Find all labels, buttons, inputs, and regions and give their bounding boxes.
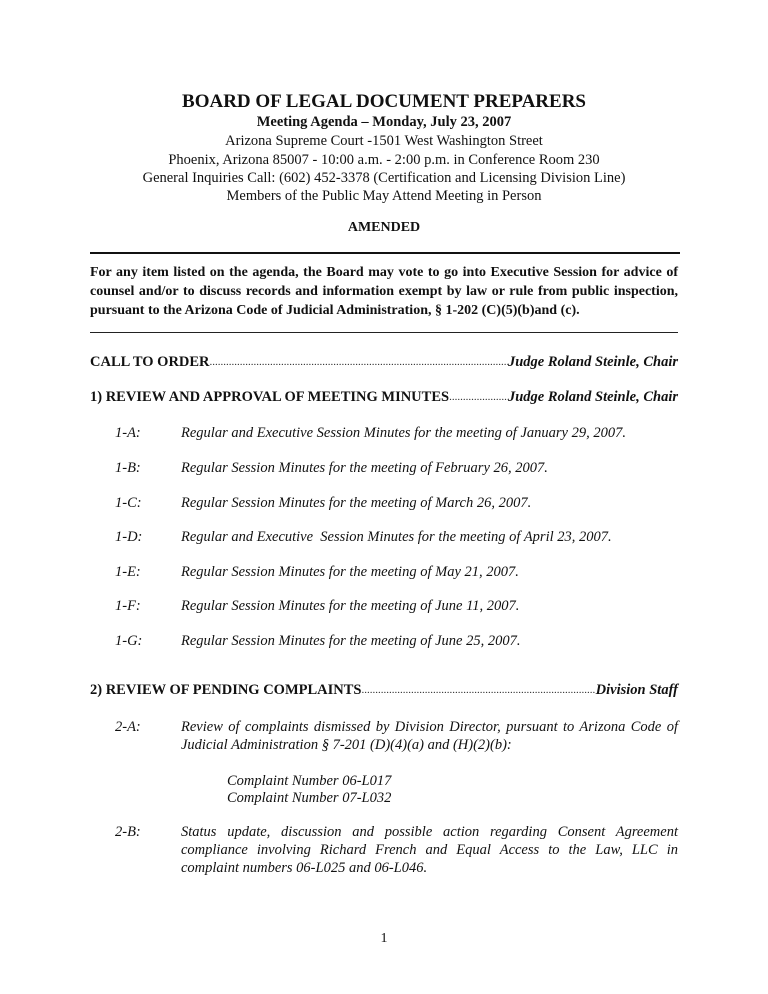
section-heading: 1) REVIEW AND APPROVAL OF MEETING MINUTES	[90, 389, 450, 405]
item-text: Regular Session Minutes for the meeting of February 26, 2007.	[181, 460, 548, 476]
agenda-item	[115, 563, 678, 581]
section-heading: CALL TO ORDER	[90, 354, 210, 370]
presenter: Judge Roland Steinle, Chair	[507, 389, 678, 405]
item-number: 2-B:	[115, 824, 141, 840]
dot-leader	[449, 388, 508, 406]
item-text: Status update, discussion and possible action regarding Consent Agreement compliance involving Richard French and Equal Access to the Law, LLC in complaint numbers 06-L025 and 06-L046.	[181, 824, 678, 876]
dot-leader	[362, 681, 596, 699]
section-2-heading	[90, 681, 678, 699]
meeting-location: Phoenix, Arizona 85007 - 10:00 a.m. - 2:00 p.m. in Conference Room 230	[168, 152, 600, 168]
presenter: Division Staff	[595, 682, 678, 698]
presenter: Judge Roland Steinle, Chair	[507, 354, 678, 370]
complaint-number: Complaint Number 06-L017	[227, 773, 392, 789]
agenda-item	[115, 424, 678, 442]
document-title: BOARD OF LEGAL DOCUMENT PREPARERS	[182, 91, 586, 112]
agenda-item	[115, 597, 678, 615]
meeting-date: Meeting Agenda – Monday, July 23, 2007	[256, 114, 512, 130]
item-number: 1-D:	[115, 529, 143, 545]
public-notice: Members of the Public May Attend Meeting in Person	[226, 188, 542, 204]
agenda-item	[115, 528, 678, 546]
item-text: Regular and Executive Session Minutes for the meeting of January 29, 2007.	[181, 425, 626, 441]
divider	[90, 252, 680, 254]
agenda-item	[115, 632, 678, 650]
item-text: Regular Session Minutes for the meeting of June 11, 2007.	[181, 598, 520, 614]
agenda-item	[115, 494, 678, 512]
executive-session-notice: For any item listed on the agenda, the Board may vote to go into Executive Session for advice of counsel and/or to discuss records and information exempt by law or rule from public inspection, pursuant to the Arizona Code of Judicial Administration, § 1-202 (C)(5)(b)and (c).	[90, 265, 678, 318]
item-number: 1-C:	[115, 495, 142, 511]
meeting-address: Arizona Supreme Court -1501 West Washington Street	[225, 133, 543, 149]
dot-leader	[210, 353, 508, 371]
item-number: 1-F:	[115, 598, 141, 614]
divider	[90, 332, 678, 333]
amended-label: AMENDED	[347, 220, 421, 235]
item-text: Regular and Executive Session Minutes for the meeting of April 23, 2007.	[181, 529, 612, 545]
item-number: 2-A:	[115, 719, 141, 735]
item-number: 1-B:	[115, 460, 141, 476]
item-number: 1-E:	[115, 564, 141, 580]
item-number: 1-G:	[115, 633, 143, 649]
section-heading: 2) REVIEW OF PENDING COMPLAINTS	[90, 682, 362, 698]
item-text: Regular Session Minutes for the meeting of May 21, 2007.	[181, 564, 519, 580]
item-number: 1-A:	[115, 425, 141, 441]
agenda-item	[115, 718, 678, 754]
agenda-item	[115, 823, 678, 877]
call-to-order	[90, 353, 678, 371]
section-1-heading	[90, 388, 678, 406]
complaint-number: Complaint Number 07-L032	[227, 790, 392, 806]
item-text: Regular Session Minutes for the meeting of June 25, 2007.	[181, 633, 521, 649]
agenda-item	[115, 459, 678, 477]
item-text: Review of complaints dismissed by Division Director, pursuant to Arizona Code of Judicial Administration § 7-201 (D)(4)(a) and (H)(2)(b):	[181, 719, 678, 753]
inquiries-line: General Inquiries Call: (602) 452-3378 (Certification and Licensing Division Line)	[142, 170, 626, 186]
item-text: Regular Session Minutes for the meeting of March 26, 2007.	[181, 495, 532, 511]
page-number: 1	[380, 931, 388, 946]
